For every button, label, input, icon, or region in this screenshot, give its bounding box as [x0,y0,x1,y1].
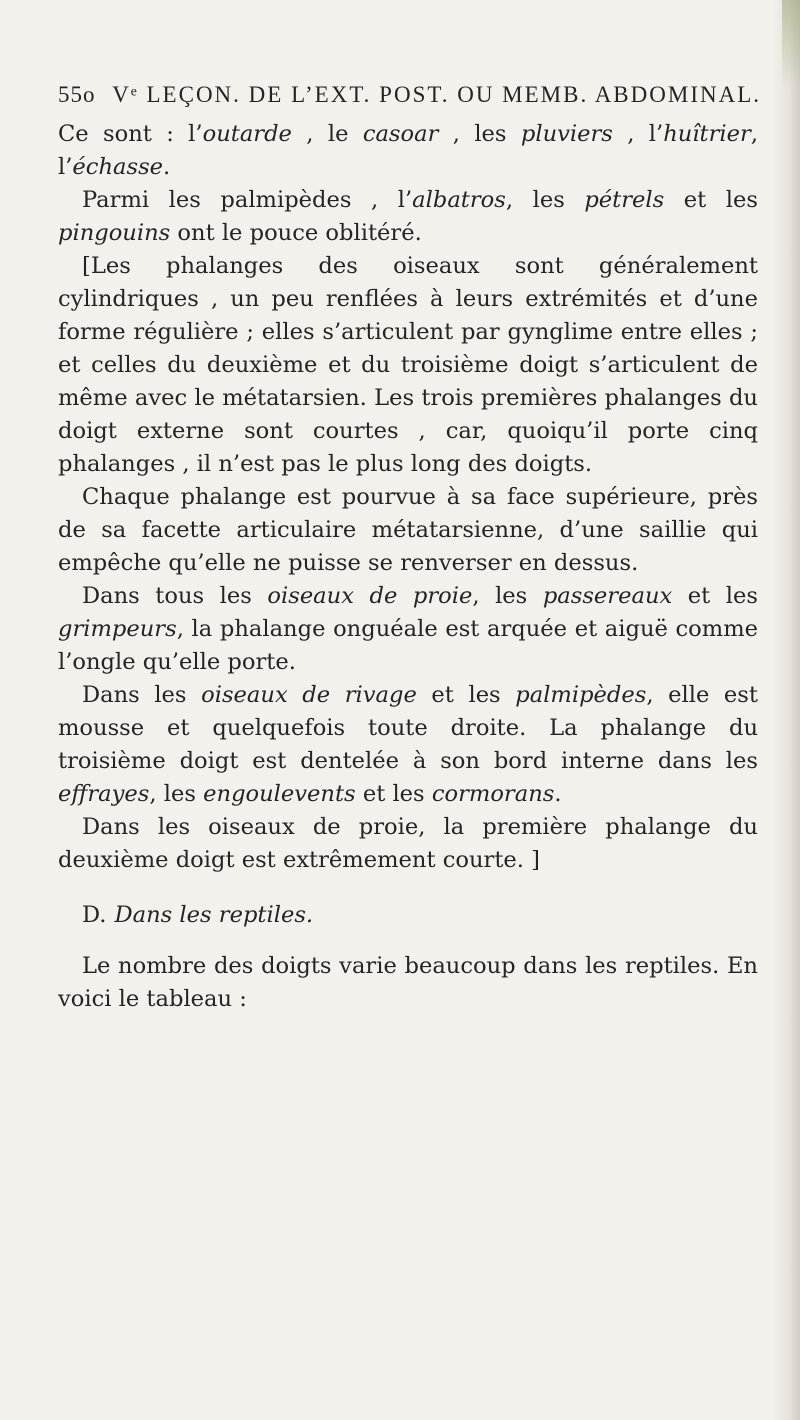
text-run: Chaque phalange est pourvue à sa face supérieure, près de sa facette articulaire métatarsienne, d’une saillie qui empêche qu’elle ne puisse se renverser en dessus. [58,484,758,576]
page-number: 55o [58,82,96,107]
italic-term: huîtrier [663,121,751,147]
section-letter: D. [82,902,107,928]
paragraph-6 [58,679,758,811]
text-run: , les [472,583,543,609]
section-heading [58,899,758,932]
text-run: . [554,781,562,807]
italic-term: effrayes [58,781,150,807]
running-head [58,82,761,108]
text-run: , la phalange onguéale est arquée et aiguë comme l’ongle qu’elle porte. [58,616,758,675]
paragraph-2 [58,184,758,250]
italic-term: grimpeurs [58,616,177,642]
text-run: Ce sont : l’ [58,121,203,147]
text-run: et les [355,781,432,807]
running-title: Vᵉ LEÇON. DE L’EXT. POST. OU MEMB. ABDOMINAL. [112,82,761,107]
text-run: . [163,154,171,180]
italic-term: oiseaux de rivage [201,682,417,708]
italic-term: pingouins [58,220,171,246]
text-run: Dans les oiseaux de proie, la première phalange du deuxième doigt est extrêmement courte. ] [58,814,758,873]
italic-term: albatros [412,187,506,213]
italic-term: cormorans [431,781,555,807]
paragraph-4 [58,481,758,580]
italic-term: pluviers [520,121,613,147]
text-run: et les [416,682,516,708]
text-run: et les [664,187,758,213]
text-run: , l’ [612,121,664,147]
page-edge-shadow [772,0,800,1420]
page-edge-stain [782,0,800,90]
page-content [58,82,761,1016]
text-run: , l’ [58,121,758,180]
italic-term: casoar [362,121,439,147]
italic-term: oiseaux de proie [267,583,473,609]
paragraph-1 [58,118,758,184]
text-run: , les [149,781,204,807]
italic-term: palmipèdes [515,682,647,708]
italic-term: passereaux [542,583,673,609]
paragraph-7 [58,811,758,877]
paragraph-5 [58,580,758,679]
text-run: Parmi les palmipèdes , l’ [82,187,413,213]
italic-term: engoulevents [203,781,356,807]
paragraph-3 [58,250,758,481]
section-title: Dans les reptiles. [114,902,314,928]
text-run: [Les phalanges des oiseaux sont généralement cylindriques , un peu renflées à leurs extrémités et d’une forme régulière ; elles s’articulent par gynglime entre elles ; et celles du deuxième et du troisième doigt s’articulent de même avec le métatarsien. Les trois premières phalanges du doigt externe sont courtes , car, quoiqu’il porte cinq phalanges , il n’est pas le plus long des doigts. [58,253,758,477]
italic-term: échasse [72,154,164,180]
text-run: , le [291,121,363,147]
text-run: , les [505,187,585,213]
text-run: , les [438,121,521,147]
italic-term: outarde [202,121,292,147]
text-run: , elle est mousse et quelquefois toute droite. La phalange du troisième doigt est dentelée à son bord interne dans les [58,682,758,774]
paragraph-8 [58,950,758,1016]
text-run: ont le pouce oblitéré. [170,220,422,246]
text-run: et les [672,583,758,609]
text-run: Dans les [82,682,202,708]
text-run: Dans tous les [82,583,268,609]
italic-term: pétrels [584,187,665,213]
text-run: Le nombre des doigts varie beaucoup dans les reptiles. En voici le tableau : [58,953,758,1012]
